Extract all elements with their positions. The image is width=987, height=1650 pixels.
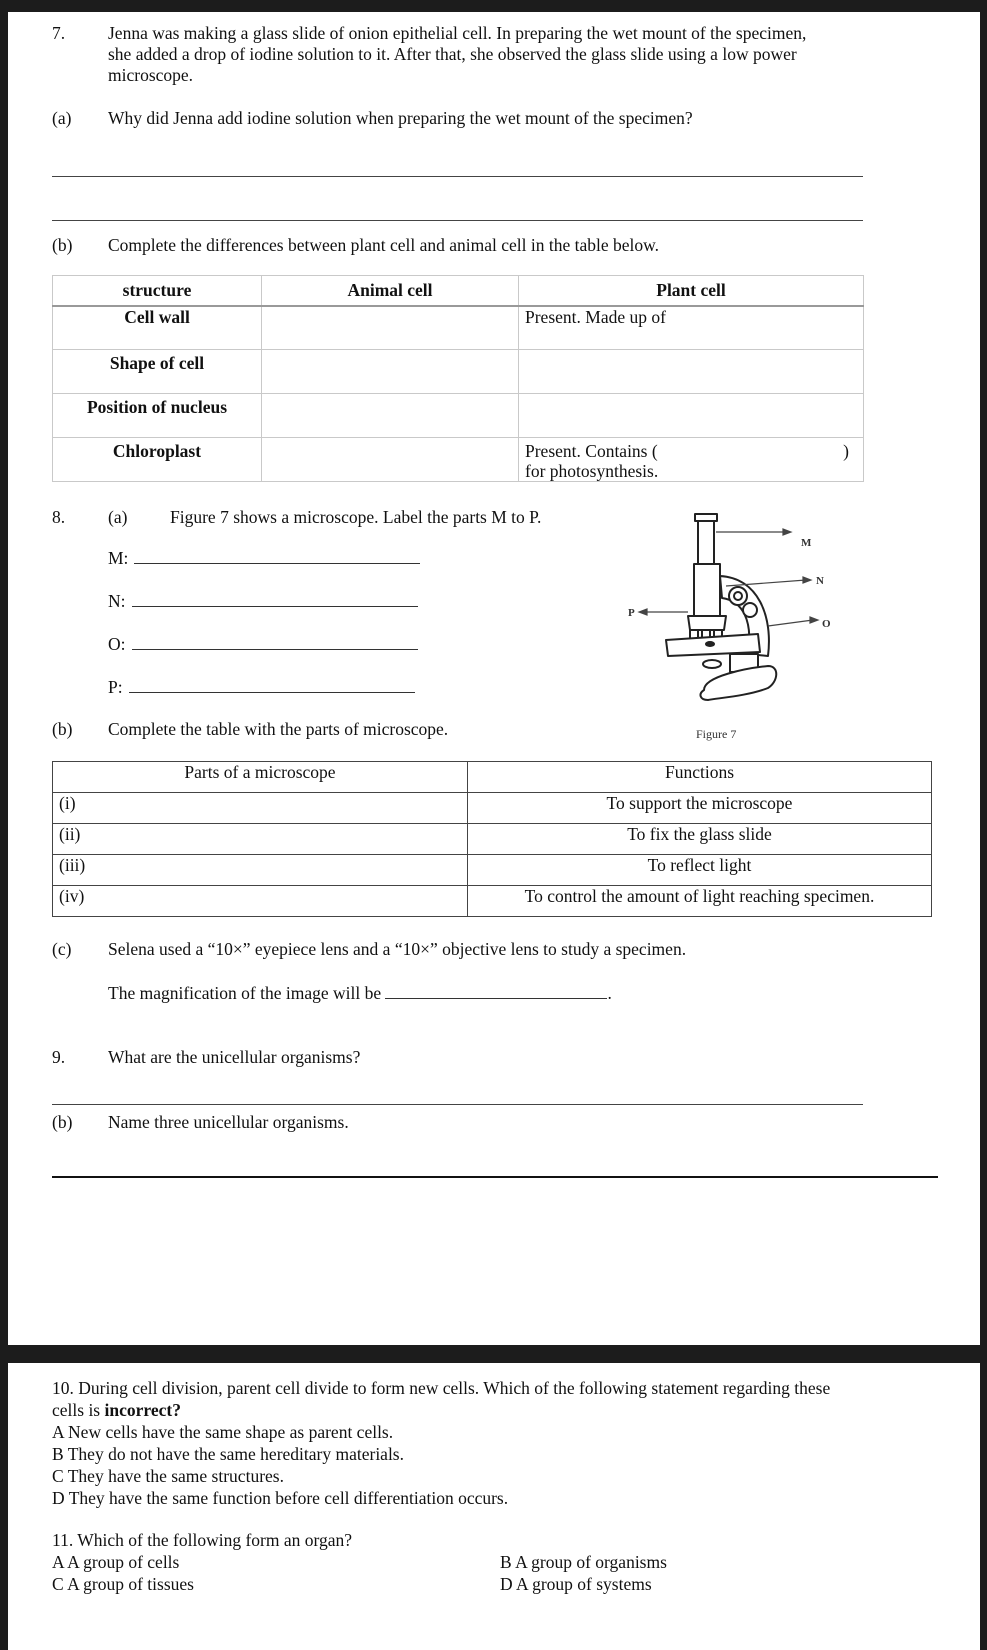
plant-chloroplast-line1: Present. Contains ( [525, 441, 658, 461]
q9b-text: Name three unicellular organisms. [108, 1112, 349, 1132]
cell-comparison-table [52, 275, 864, 482]
microscope-parts-table [52, 761, 932, 917]
row-chloroplast: Chloroplast [53, 438, 262, 482]
header-parts: Parts of a microscope [53, 762, 468, 793]
function-ii: To fix the glass slide [468, 824, 932, 855]
q8c-label: (c) [52, 939, 72, 959]
q7a-label: (a) [52, 108, 72, 128]
label-o: O: [108, 633, 418, 655]
q7b-text: Complete the differences between plant cell and animal cell in the table below. [108, 235, 660, 255]
q7b-label: (b) [52, 235, 73, 255]
q8-number: 8. [52, 507, 66, 527]
q11-stem: 11. Which of the following form an organ? [52, 1530, 353, 1550]
q7-number: 7. [52, 23, 66, 43]
part-i[interactable]: (i) [53, 793, 468, 824]
function-iii: To reflect light [468, 855, 932, 886]
function-i: To support the microscope [468, 793, 932, 824]
q7a-answer-line-2[interactable] [52, 220, 863, 221]
table-row [53, 855, 932, 886]
q10-option-c[interactable]: C They have the same structures. [52, 1466, 284, 1486]
q10-option-a[interactable]: A New cells have the same shape as parent cells. [52, 1422, 394, 1442]
figure-label-p: P [628, 607, 635, 619]
eyepiece-part [698, 518, 714, 566]
plant-shape-answer[interactable] [519, 350, 864, 394]
table-row [53, 306, 864, 350]
q7-stem-line1: Jenna was making a glass slide of onion epithelial cell. In preparing the wet mount of the specimen, [108, 23, 807, 43]
q7-stem-line2: she added a drop of iodine solution to it. After that, she observed the glass slide using a low power [108, 44, 797, 64]
q8c-answer: The magnification of the image will be . [108, 983, 612, 1003]
q10-option-d[interactable]: D They have the same function before cell differentiation occurs. [52, 1488, 509, 1508]
animal-nucleus-answer[interactable] [262, 394, 519, 438]
q9-answer-line[interactable] [52, 1104, 863, 1105]
q7-stem-line3: microscope. [108, 65, 194, 85]
q10-line2: cells is incorrect? [52, 1400, 181, 1420]
label-p: P: [108, 676, 415, 698]
microscope-figure [608, 506, 848, 741]
plant-cell-wall[interactable]: Present. Made up of [519, 306, 864, 350]
header-plant-cell: Plant cell [519, 276, 864, 306]
label-n: N: [108, 590, 418, 612]
figure-label-o: O [822, 618, 831, 630]
q8a-text: Figure 7 shows a microscope. Label the parts M to P. [170, 507, 542, 527]
row-position-of-nucleus: Position of nucleus [53, 394, 262, 438]
animal-shape-answer[interactable] [262, 350, 519, 394]
q9-text: What are the unicellular organisms? [108, 1047, 361, 1067]
q10-option-b[interactable]: B They do not have the same hereditary materials. [52, 1444, 404, 1464]
q7a-answer-line-1[interactable] [52, 176, 863, 177]
row-shape-of-cell: Shape of cell [53, 350, 262, 394]
table-row [53, 350, 864, 394]
plant-chloroplast[interactable] [519, 438, 864, 482]
label-m: M: [108, 547, 420, 569]
figure-label-m: M [801, 537, 812, 549]
q8b-label: (b) [52, 719, 73, 739]
part-iii[interactable]: (iii) [53, 855, 468, 886]
q9b-label: (b) [52, 1112, 73, 1132]
row-cell-wall: Cell wall [53, 306, 262, 350]
answer-line-m[interactable] [134, 563, 420, 564]
q8c-text: Selena used a “10×” eyepiece lens and a “10×” objective lens to study a specimen. [108, 939, 687, 959]
header-functions: Functions [468, 762, 932, 793]
animal-chloroplast-answer[interactable] [262, 438, 519, 482]
function-iv: To control the amount of light reaching specimen. [468, 886, 932, 917]
table-row [53, 438, 864, 482]
base-part [701, 666, 777, 700]
worksheet-page-2 [8, 1363, 980, 1650]
table-row [53, 886, 932, 917]
q8b-text: Complete the table with the parts of microscope. [108, 719, 449, 739]
magnification-answer-line[interactable] [385, 998, 607, 999]
q11-option-d[interactable]: D A group of systems [500, 1574, 652, 1594]
plant-chloroplast-close: ) [843, 441, 849, 461]
header-structure: structure [53, 276, 262, 306]
answer-line-o[interactable] [132, 649, 418, 650]
body-tube-part [694, 564, 720, 622]
part-ii[interactable]: (ii) [53, 824, 468, 855]
figure-label-n: N [816, 575, 824, 587]
q10-emphasis: incorrect? [104, 1400, 181, 1420]
table-row [53, 824, 932, 855]
table-row [53, 394, 864, 438]
plant-nucleus-answer[interactable] [519, 394, 864, 438]
header-animal-cell: Animal cell [262, 276, 519, 306]
animal-cell-wall-answer[interactable] [262, 306, 519, 350]
q8a-label: (a) [108, 507, 128, 527]
plant-chloroplast-line2: for photosynthesis. [525, 461, 659, 481]
q7a-text: Why did Jenna add iodine solution when preparing the wet mount of the specimen? [108, 108, 693, 128]
q10-line1: 10. During cell division, parent cell divide to form new cells. Which of the following statement regarding these [52, 1378, 831, 1398]
q9b-answer-line[interactable] [52, 1176, 938, 1178]
worksheet-page-1 [8, 12, 980, 1345]
figure-caption: Figure 7 [696, 727, 737, 741]
answer-line-n[interactable] [132, 606, 418, 607]
answer-line-p[interactable] [129, 692, 415, 693]
q9-number: 9. [52, 1047, 66, 1067]
q11-option-a[interactable]: A A group of cells [52, 1552, 180, 1572]
table-row [53, 793, 932, 824]
q11-option-b[interactable]: B A group of organisms [500, 1552, 667, 1572]
part-iv[interactable]: (iv) [53, 886, 468, 917]
q11-option-c[interactable]: C A group of tissues [52, 1574, 194, 1594]
